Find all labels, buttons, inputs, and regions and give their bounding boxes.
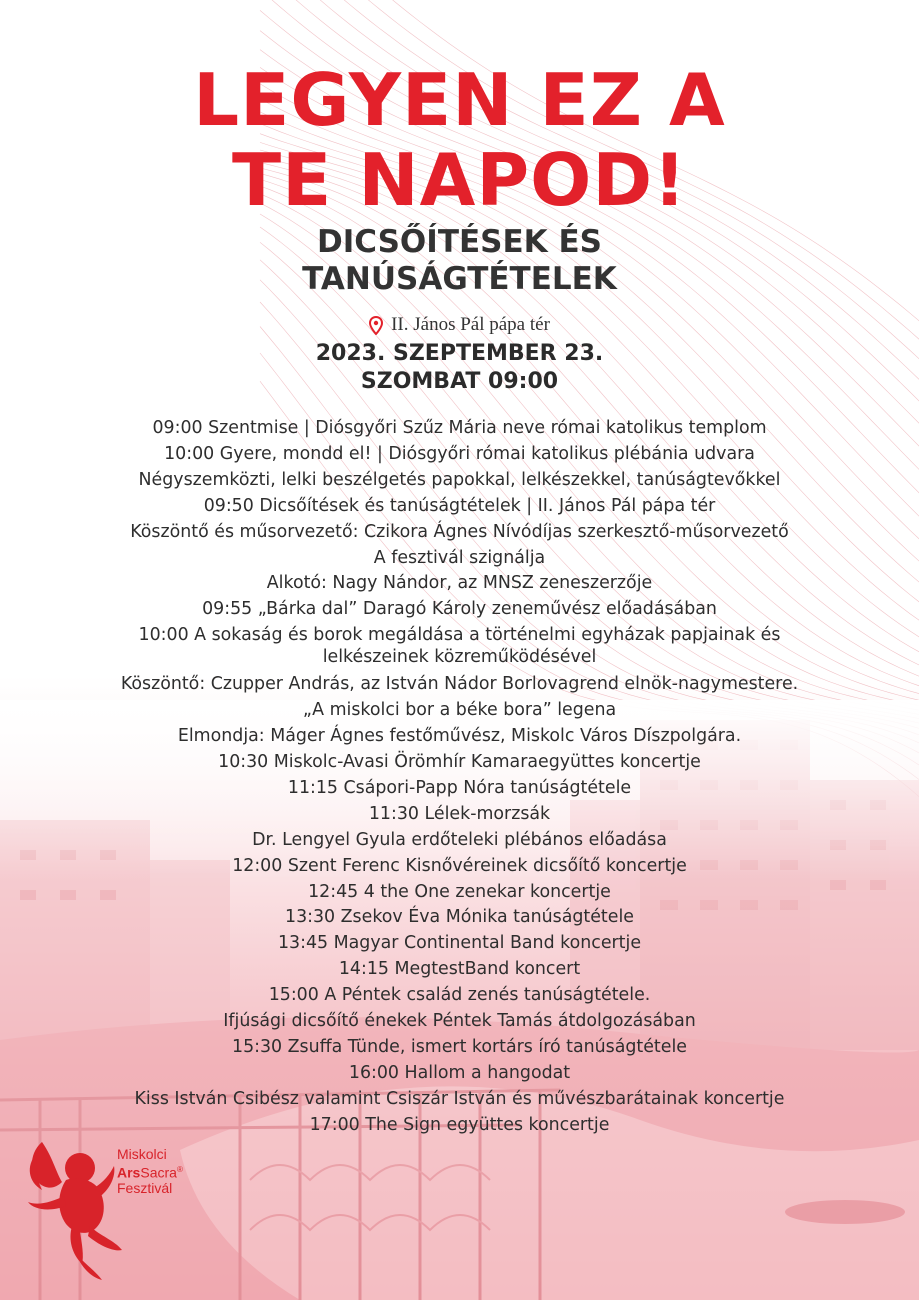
program-item-text: Négyszemközti, lelki beszélgetés papokkal, lelkészekkel, tanúságtevőkkel	[138, 469, 781, 490]
program-item-text: Dr. Lengyel Gyula erdőteleki plébános előadása	[252, 829, 667, 850]
program-item	[40, 468, 879, 494]
logo-line: Fesztivál	[117, 1179, 173, 1196]
program-item	[40, 1009, 879, 1035]
program-item	[40, 931, 879, 957]
subtitle-line: DICSŐÍTÉSEK ÉS	[317, 224, 602, 260]
program-item-text: 09:55 „Bárka dal” Daragó Károly zeneművész előadásában	[202, 599, 717, 620]
program-item-text: Köszöntő: Czupper András, az István Nádor Borlovagrend elnök-nagymestere.	[120, 674, 799, 695]
logo-ars: Ars	[117, 1164, 141, 1181]
program-item-text: 09:00 Szentmise | Diósgyőri Szűz Mária neve római katolikus templom	[152, 418, 767, 438]
program-item	[40, 828, 879, 854]
program-item-text: 15:00 A Péntek család zenés tanúságtétele.	[268, 985, 651, 1006]
map-pin-icon	[369, 316, 383, 335]
program-item	[40, 698, 879, 724]
program-item-text: 10:00 A sokaság és borok megáldása a történelmi egyházak papjainak és	[138, 625, 781, 646]
event-date	[0, 340, 919, 396]
program-item-text: 10:30 Miskolc-Avasi Örömhír Kamaraegyüttes koncertje	[218, 751, 701, 772]
program-item-text: „A miskolci bor a béke bora” legena	[302, 700, 617, 721]
logo-line-brand	[117, 1162, 183, 1181]
program-item-text: Ifjúsági dicsőítő énekek Péntek Tamás átdolgozásában	[223, 1011, 696, 1032]
festival-logo-text	[117, 1147, 183, 1196]
program-list	[40, 416, 879, 1139]
program-item	[40, 571, 879, 597]
program-item	[40, 905, 879, 931]
subtitle-line: TANÚSÁGTÉTELEK	[302, 261, 617, 297]
program-item-text: 11:30 Lélek-morzsák	[368, 803, 551, 824]
program-item	[40, 623, 879, 672]
location	[0, 312, 919, 338]
program-item	[40, 750, 879, 776]
program-item-text: 16:00 Hallom a hangodat	[348, 1062, 571, 1083]
program-item	[40, 724, 879, 750]
program-item-text: 14:15 MegtestBand koncert	[338, 959, 581, 980]
poster-title	[0, 60, 919, 220]
program-item	[40, 520, 879, 546]
program-item-text: 17:00 The Sign együttes koncertje	[309, 1114, 610, 1135]
program-item-text: 13:30 Zsekov Éva Mónika tanúságtétele	[285, 907, 634, 928]
program-item	[40, 442, 879, 468]
program-item-text: 12:00 Szent Ferenc Kisnővéreinek dicsőítő koncertje	[232, 855, 687, 876]
program-item	[40, 1087, 879, 1113]
program-item	[40, 546, 879, 572]
program-item-text: Alkotó: Nagy Nándor, az MNSZ zeneszerzője	[266, 573, 653, 594]
program-item	[40, 672, 879, 698]
title-line: TE NAPOD!	[232, 138, 687, 222]
program-item-text: 15:30 Zsuffa Tünde, ismert kortárs író tanúságtétele	[232, 1036, 687, 1057]
date-line: 2023. SZEPTEMBER 23.	[315, 341, 604, 366]
program-item	[40, 1061, 879, 1087]
program-item	[40, 1035, 879, 1061]
location-text: II. János Pál pápa tér	[391, 314, 550, 335]
program-item-text: A fesztivál szignálja	[373, 547, 546, 568]
program-item	[40, 494, 879, 520]
program-item-text: Kiss István Csibész valamint Csiszár István és művészbarátainak koncertje	[134, 1088, 785, 1109]
program-item-text: 11:15 Csápori-Papp Nóra tanúságtétele	[287, 777, 632, 798]
program-item	[40, 983, 879, 1009]
program-item-text: lelkészeinek közreműködésével	[322, 647, 597, 668]
program-item	[40, 957, 879, 983]
program-item-text: Köszöntő és műsorvezető: Czikora Ágnes Nívódíjas szerkesztő-műsorvezető	[130, 521, 789, 542]
program-item-text: 10:00 Gyere, mondd el! | Diósgyőri római katolikus plébánia udvara	[164, 443, 755, 464]
program-item	[40, 776, 879, 802]
program-item-text: 09:50 Dicsőítések és tanúságtételek | II. János Pál pápa tér	[203, 495, 716, 516]
date-line: SZOMBAT 09:00	[360, 369, 559, 394]
registered-mark: ®	[176, 1165, 183, 1174]
poster-subtitle	[0, 224, 919, 298]
program-item	[40, 416, 879, 442]
program-item	[40, 854, 879, 880]
program-item	[40, 802, 879, 828]
program-item-text: 12:45 4 the One zenekar koncertje	[308, 881, 611, 902]
program-item-text: Elmondja: Máger Ágnes festőművész, Miskolc Város Díszpolgára.	[177, 726, 742, 747]
program-item	[40, 597, 879, 623]
program-item	[40, 880, 879, 906]
program-item-text: 13:45 Magyar Continental Band koncertje	[277, 933, 642, 954]
logo-line: Miskolci	[117, 1146, 167, 1162]
logo-sacra: Sacra	[140, 1164, 177, 1181]
title-line: LEGYEN EZ A	[193, 58, 726, 142]
